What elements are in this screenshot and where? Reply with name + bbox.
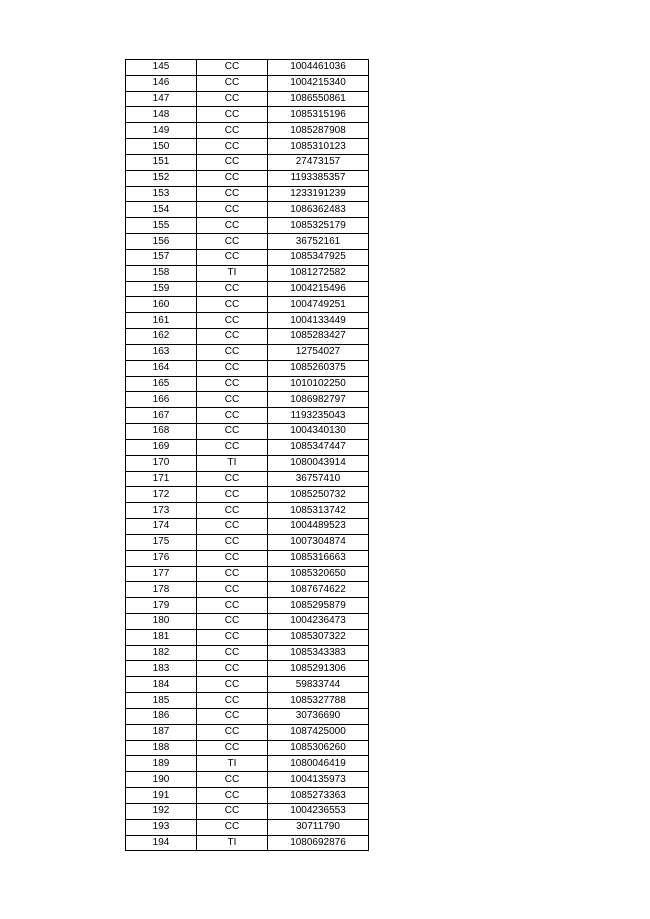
table-row	[126, 329, 369, 345]
doc-type-cell: CC	[197, 645, 268, 661]
doc-type-cell: CC	[197, 629, 268, 645]
doc-number-cell: 1004340130	[268, 424, 369, 440]
table-row	[126, 186, 369, 202]
row-number-cell: 149	[126, 123, 197, 139]
table-row	[126, 756, 369, 772]
doc-type-cell: CC	[197, 724, 268, 740]
table-row	[126, 376, 369, 392]
table-row	[126, 803, 369, 819]
doc-number-cell: 1087425000	[268, 724, 369, 740]
doc-number-cell: 1087674622	[268, 582, 369, 598]
table-row	[126, 503, 369, 519]
table-row	[126, 408, 369, 424]
table-row	[126, 249, 369, 265]
doc-type-cell: CC	[197, 661, 268, 677]
doc-type-cell: CC	[197, 139, 268, 155]
doc-number-cell: 1085325179	[268, 218, 369, 234]
table-row	[126, 661, 369, 677]
row-number-cell: 193	[126, 819, 197, 835]
doc-type-cell: CC	[197, 107, 268, 123]
row-number-cell: 155	[126, 218, 197, 234]
doc-type-cell: CC	[197, 202, 268, 218]
doc-number-cell: 1085306260	[268, 740, 369, 756]
table-row	[126, 582, 369, 598]
table-row	[126, 344, 369, 360]
doc-number-cell: 1085283427	[268, 329, 369, 345]
doc-type-cell: CC	[197, 360, 268, 376]
row-number-cell: 188	[126, 740, 197, 756]
doc-number-cell: 1085315196	[268, 107, 369, 123]
table-row	[126, 819, 369, 835]
doc-type-cell: CC	[197, 503, 268, 519]
doc-number-cell: 1193235043	[268, 408, 369, 424]
doc-type-cell: CC	[197, 566, 268, 582]
doc-type-cell: CC	[197, 60, 268, 76]
row-number-cell: 173	[126, 503, 197, 519]
doc-type-cell: CC	[197, 772, 268, 788]
row-number-cell: 158	[126, 265, 197, 281]
row-number-cell: 194	[126, 835, 197, 851]
doc-number-cell: 1085307322	[268, 629, 369, 645]
doc-number-cell: 1080692876	[268, 835, 369, 851]
table-row	[126, 107, 369, 123]
doc-type-cell: CC	[197, 313, 268, 329]
table-row	[126, 123, 369, 139]
table-row	[126, 835, 369, 851]
row-number-cell: 159	[126, 281, 197, 297]
doc-type-cell: CC	[197, 534, 268, 550]
row-number-cell: 187	[126, 724, 197, 740]
doc-type-cell: CC	[197, 788, 268, 804]
doc-type-cell: CC	[197, 803, 268, 819]
table-row	[126, 154, 369, 170]
doc-number-cell: 36752161	[268, 234, 369, 250]
doc-number-cell: 59833744	[268, 677, 369, 693]
doc-number-cell: 1004749251	[268, 297, 369, 313]
doc-type-cell: CC	[197, 154, 268, 170]
table-row	[126, 360, 369, 376]
doc-type-cell: CC	[197, 598, 268, 614]
doc-number-cell: 1086550861	[268, 91, 369, 107]
row-number-cell: 166	[126, 392, 197, 408]
doc-type-cell: CC	[197, 392, 268, 408]
doc-type-cell: CC	[197, 170, 268, 186]
doc-number-cell: 1233191239	[268, 186, 369, 202]
id-document-table	[125, 59, 369, 851]
row-number-cell: 189	[126, 756, 197, 772]
doc-number-cell: 30736690	[268, 708, 369, 724]
row-number-cell: 145	[126, 60, 197, 76]
row-number-cell: 170	[126, 455, 197, 471]
row-number-cell: 192	[126, 803, 197, 819]
table-row	[126, 534, 369, 550]
row-number-cell: 151	[126, 154, 197, 170]
doc-number-cell: 1085316663	[268, 550, 369, 566]
table-row	[126, 629, 369, 645]
doc-type-cell: CC	[197, 819, 268, 835]
doc-type-cell: CC	[197, 123, 268, 139]
table-row	[126, 265, 369, 281]
table-row	[126, 60, 369, 76]
table-row	[126, 281, 369, 297]
row-number-cell: 171	[126, 471, 197, 487]
table-row	[126, 708, 369, 724]
row-number-cell: 180	[126, 613, 197, 629]
row-number-cell: 161	[126, 313, 197, 329]
row-number-cell: 182	[126, 645, 197, 661]
doc-type-cell: CC	[197, 424, 268, 440]
doc-number-cell: 1086982797	[268, 392, 369, 408]
doc-type-cell: CC	[197, 281, 268, 297]
doc-number-cell: 1085295879	[268, 598, 369, 614]
table-row	[126, 313, 369, 329]
doc-number-cell: 1080043914	[268, 455, 369, 471]
table-row	[126, 693, 369, 709]
row-number-cell: 160	[126, 297, 197, 313]
doc-type-cell: TI	[197, 455, 268, 471]
table-row	[126, 566, 369, 582]
table-row	[126, 297, 369, 313]
row-number-cell: 153	[126, 186, 197, 202]
row-number-cell: 163	[126, 344, 197, 360]
row-number-cell: 174	[126, 519, 197, 535]
table-row	[126, 598, 369, 614]
doc-number-cell: 36757410	[268, 471, 369, 487]
doc-type-cell: CC	[197, 582, 268, 598]
doc-type-cell: CC	[197, 519, 268, 535]
row-number-cell: 186	[126, 708, 197, 724]
doc-number-cell: 1004133449	[268, 313, 369, 329]
doc-number-cell: 1085327788	[268, 693, 369, 709]
table-row	[126, 613, 369, 629]
doc-type-cell: CC	[197, 471, 268, 487]
doc-type-cell: CC	[197, 376, 268, 392]
table-row	[126, 772, 369, 788]
doc-type-cell: CC	[197, 91, 268, 107]
doc-number-cell: 1004215340	[268, 75, 369, 91]
table-row	[126, 439, 369, 455]
row-number-cell: 181	[126, 629, 197, 645]
table-row	[126, 170, 369, 186]
row-number-cell: 162	[126, 329, 197, 345]
doc-number-cell: 1004489523	[268, 519, 369, 535]
table-row	[126, 740, 369, 756]
row-number-cell: 167	[126, 408, 197, 424]
row-number-cell: 190	[126, 772, 197, 788]
row-number-cell: 154	[126, 202, 197, 218]
doc-type-cell: CC	[197, 708, 268, 724]
doc-number-cell: 1085287908	[268, 123, 369, 139]
table-row	[126, 234, 369, 250]
doc-type-cell: CC	[197, 677, 268, 693]
table-row	[126, 75, 369, 91]
doc-number-cell: 30711790	[268, 819, 369, 835]
table-row	[126, 202, 369, 218]
row-number-cell: 175	[126, 534, 197, 550]
table-row	[126, 139, 369, 155]
row-number-cell: 179	[126, 598, 197, 614]
doc-number-cell: 12754027	[268, 344, 369, 360]
table-row	[126, 645, 369, 661]
doc-type-cell: CC	[197, 344, 268, 360]
table-row	[126, 788, 369, 804]
doc-number-cell: 1081272582	[268, 265, 369, 281]
table-row	[126, 550, 369, 566]
doc-number-cell: 1085320650	[268, 566, 369, 582]
doc-number-cell: 1085343383	[268, 645, 369, 661]
row-number-cell: 156	[126, 234, 197, 250]
row-number-cell: 169	[126, 439, 197, 455]
row-number-cell: 168	[126, 424, 197, 440]
doc-type-cell: CC	[197, 487, 268, 503]
doc-type-cell: TI	[197, 756, 268, 772]
doc-number-cell: 1004236473	[268, 613, 369, 629]
doc-type-cell: CC	[197, 186, 268, 202]
doc-number-cell: 1004461036	[268, 60, 369, 76]
doc-number-cell: 1004135973	[268, 772, 369, 788]
row-number-cell: 178	[126, 582, 197, 598]
row-number-cell: 164	[126, 360, 197, 376]
row-number-cell: 152	[126, 170, 197, 186]
row-number-cell: 150	[126, 139, 197, 155]
table-row	[126, 519, 369, 535]
row-number-cell: 185	[126, 693, 197, 709]
table-row	[126, 91, 369, 107]
doc-number-cell: 1085313742	[268, 503, 369, 519]
row-number-cell: 184	[126, 677, 197, 693]
table-body	[126, 60, 369, 851]
table-row	[126, 392, 369, 408]
doc-type-cell: CC	[197, 249, 268, 265]
row-number-cell: 191	[126, 788, 197, 804]
doc-number-cell: 1085260375	[268, 360, 369, 376]
table-row	[126, 218, 369, 234]
table-row	[126, 471, 369, 487]
row-number-cell: 177	[126, 566, 197, 582]
doc-type-cell: TI	[197, 835, 268, 851]
table-row	[126, 424, 369, 440]
doc-type-cell: CC	[197, 740, 268, 756]
doc-type-cell: TI	[197, 265, 268, 281]
table-row	[126, 677, 369, 693]
doc-type-cell: CC	[197, 693, 268, 709]
row-number-cell: 165	[126, 376, 197, 392]
row-number-cell: 157	[126, 249, 197, 265]
doc-type-cell: CC	[197, 329, 268, 345]
row-number-cell: 183	[126, 661, 197, 677]
doc-type-cell: CC	[197, 439, 268, 455]
doc-number-cell: 1010102250	[268, 376, 369, 392]
doc-type-cell: CC	[197, 234, 268, 250]
doc-number-cell: 1086362483	[268, 202, 369, 218]
doc-number-cell: 1085250732	[268, 487, 369, 503]
doc-number-cell: 1080046419	[268, 756, 369, 772]
doc-number-cell: 1085347447	[268, 439, 369, 455]
table-row	[126, 455, 369, 471]
doc-number-cell: 1085291306	[268, 661, 369, 677]
table-row	[126, 487, 369, 503]
doc-type-cell: CC	[197, 408, 268, 424]
row-number-cell: 176	[126, 550, 197, 566]
doc-number-cell: 1193385357	[268, 170, 369, 186]
row-number-cell: 147	[126, 91, 197, 107]
table-row	[126, 724, 369, 740]
doc-type-cell: CC	[197, 297, 268, 313]
doc-number-cell: 27473157	[268, 154, 369, 170]
row-number-cell: 148	[126, 107, 197, 123]
doc-number-cell: 1085310123	[268, 139, 369, 155]
doc-number-cell: 1004215496	[268, 281, 369, 297]
doc-number-cell: 1004236553	[268, 803, 369, 819]
doc-type-cell: CC	[197, 218, 268, 234]
doc-type-cell: CC	[197, 613, 268, 629]
doc-type-cell: CC	[197, 550, 268, 566]
doc-number-cell: 1007304874	[268, 534, 369, 550]
doc-type-cell: CC	[197, 75, 268, 91]
row-number-cell: 146	[126, 75, 197, 91]
doc-number-cell: 1085273363	[268, 788, 369, 804]
row-number-cell: 172	[126, 487, 197, 503]
doc-number-cell: 1085347925	[268, 249, 369, 265]
